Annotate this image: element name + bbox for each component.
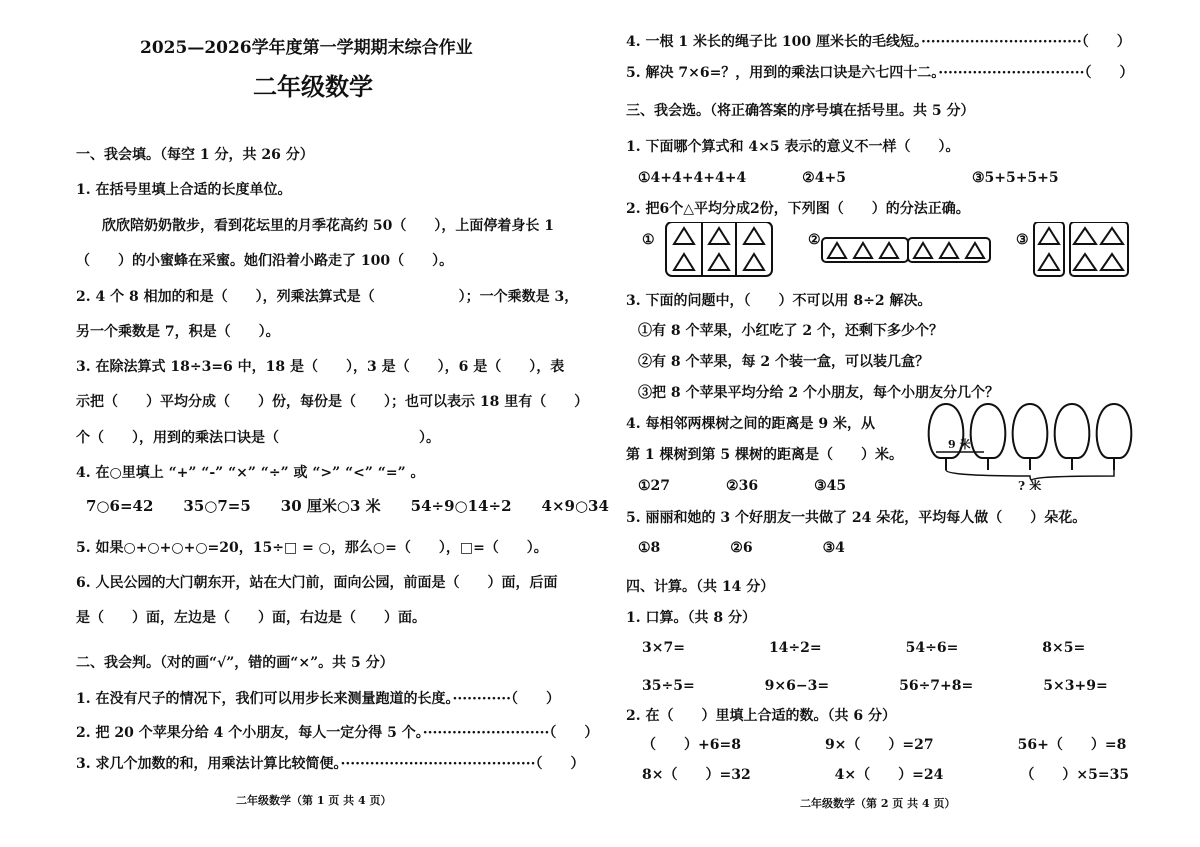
triangle [1074, 254, 1096, 270]
question-line: 3. 下面的问题中，（ ）不可以用 8÷2 解决。 [626, 293, 932, 309]
page-footer: 二年级数学（第 2 页 共 4 页） [800, 797, 956, 810]
question-line: 1. 下面哪个算式和 4×5 表示的意义不一样（ ）。 [626, 139, 960, 155]
triangle-figures [642, 222, 1162, 284]
question-line: 6. 人民公园的大门朝东开，站在大门前，面向公园，前面是（ ）面，后面 [76, 575, 558, 591]
tree-crown [1097, 404, 1132, 458]
question-line: 另一个乘数是 7，积是（ ）。 [76, 324, 280, 340]
question-line: 第 1 棵树到第 5 棵树的距离是（ ）米。 [626, 447, 903, 463]
question-line: 5. 如果○+○+○+○=20，15÷□ = ○，那么○=（ ），□=（ ）。 [76, 540, 548, 556]
section-judge-heading: 二、我会判。（对的画“√”，错的画“×”。共 5 分） [76, 655, 394, 671]
question-line: 2. 把 20 个苹果分给 4 个小朋友，每人一定分得 5 个。··························（ ） [76, 725, 599, 741]
triangle [854, 243, 872, 258]
question-line: 4. 在○里填上 “+” “-” “×” “÷” 或 “>” “<” “=” 。 [76, 465, 425, 481]
question-line: 2. 在（ ）里填上合适的数。（共 6 分） [626, 708, 896, 724]
tree-crown [1055, 404, 1090, 458]
option-label: ① [642, 232, 655, 248]
question-line: ①4+4+4+4+4 ②4+5 ③5+5+5+5 [638, 170, 1059, 186]
triangle [709, 254, 729, 270]
question-line: 1. 口算。（共 8 分） [626, 610, 756, 626]
exam-title: 2025—2026学年度第一学期期末综合作业 [140, 38, 473, 58]
trees-svg [922, 400, 1174, 490]
tree-crown [1013, 404, 1048, 458]
question-line: 5. 解决 7×6=？，用到的乘法口诀是六七四十二。······························（ ） [626, 65, 1134, 81]
question-line: 是（ ）面，左边是（ ）面，右边是（ ）面。 [76, 610, 426, 626]
question-line: 2. 把6个△平均分成2份，下列图（ ）的分法正确。 [626, 201, 970, 217]
gap-label: 9 米 [948, 438, 971, 451]
question-line: ③把 8 个苹果平均分给 2 个小朋友，每个小朋友分几个？ [638, 385, 999, 401]
page-footer: 二年级数学（第 1 页 共 4 页） [236, 794, 392, 807]
page-2 [600, 0, 1200, 847]
question-line: 7○6=42 35○7=5 30 厘米○3 米 54÷9○14÷2 4×9○34 [86, 497, 609, 515]
triangle-figures-svg [642, 222, 1162, 280]
option-label: ② [808, 232, 821, 248]
tree-crown [971, 404, 1006, 458]
question-line: 2. 4 个 8 相加的和是（ ），列乘法算式是（ ）；一个乘数是 3， [76, 289, 579, 305]
triangle [828, 243, 846, 258]
triangle [880, 243, 898, 258]
question-line: ②有 8 个苹果，每 2 个装一盒，可以装几盒？ [638, 354, 929, 370]
question-line: 个（ ），用到的乘法口诀是（ ）。 [76, 430, 440, 446]
figure-c-right [1070, 222, 1128, 276]
triangle [1101, 228, 1123, 244]
triangle [674, 254, 694, 270]
triangle [744, 228, 764, 244]
question-line: 1. 在括号里填上合适的长度单位。 [76, 182, 292, 198]
triangle [966, 243, 984, 258]
question-line: 示把（ ）平均分成（ ）份，每份是（ ）；也可以表示 18 里有（ ） [76, 394, 589, 410]
question-line: 3. 在除法算式 18÷3=6 中，18 是（ ），3 是（ ），6 是（ ），表 [76, 359, 565, 375]
triangle [744, 254, 764, 270]
triangle [1101, 254, 1123, 270]
exam-subtitle: 二年级数学 [253, 72, 373, 101]
question-line: ①有 8 个苹果，小红吃了 2 个，还剩下多少个？ [638, 323, 943, 339]
triangle [1074, 228, 1096, 244]
question-line: ①27 ②36 ③45 [638, 478, 847, 494]
section-fill-heading: 一、我会填。（每空 1 分，共 26 分） [76, 147, 314, 163]
triangle [709, 228, 729, 244]
triangle [914, 243, 932, 258]
triangle [940, 243, 958, 258]
question-line: 1. 在没有尺子的情况下，我们可以用步长来测量跑道的长度。············（ ） [76, 691, 560, 707]
question-line: 4. 一根 1 米长的绳子比 100 厘米长的毛线短。·································（ ） [626, 34, 1131, 50]
question-line: 3×7= 14÷2= 54÷6= 8×5= [642, 640, 1086, 656]
triangle [1039, 228, 1059, 244]
option-label: ③ [1016, 232, 1029, 248]
section-calc-heading: 四、计算。（共 14 分） [626, 579, 775, 595]
question-line: （ ）+6=8 9×（ ）=27 56+（ ）=8 [642, 737, 1127, 753]
question-line: （ ）的小蜜蜂在采蜜。她们沿着小路走了 100（ ）。 [76, 253, 454, 269]
question-line: ①8 ②6 ③4 [638, 540, 845, 556]
question-line: 8×（ ）=32 4×（ ）=24 （ ）×5=35 [642, 767, 1130, 783]
question-line: 35÷5= 9×6−3= 56÷7+8= 5×3+9= [642, 678, 1108, 694]
trees-figure [922, 400, 1174, 494]
triangle [674, 228, 694, 244]
section-choice-heading: 三、我会选。（将正确答案的序号填在括号里。共 5 分） [626, 103, 975, 119]
total-label: ? 米 [1018, 479, 1042, 490]
figure-c-left [1034, 222, 1064, 276]
question-line: 5. 丽丽和她的 3 个好朋友一共做了 24 朵花，平均每人做（ ）朵花。 [626, 510, 1087, 526]
question-line: 4. 每相邻两棵树之间的距离是 9 米，从 [626, 416, 875, 432]
question-line: 3. 求几个加数的和，用乘法计算比较简便。········································（ ） [76, 756, 585, 772]
triangle [1039, 254, 1059, 270]
question-line: 欣欣陪奶奶散步，看到花坛里的月季花高约 50（ ），上面停着身长 1 [102, 218, 554, 234]
